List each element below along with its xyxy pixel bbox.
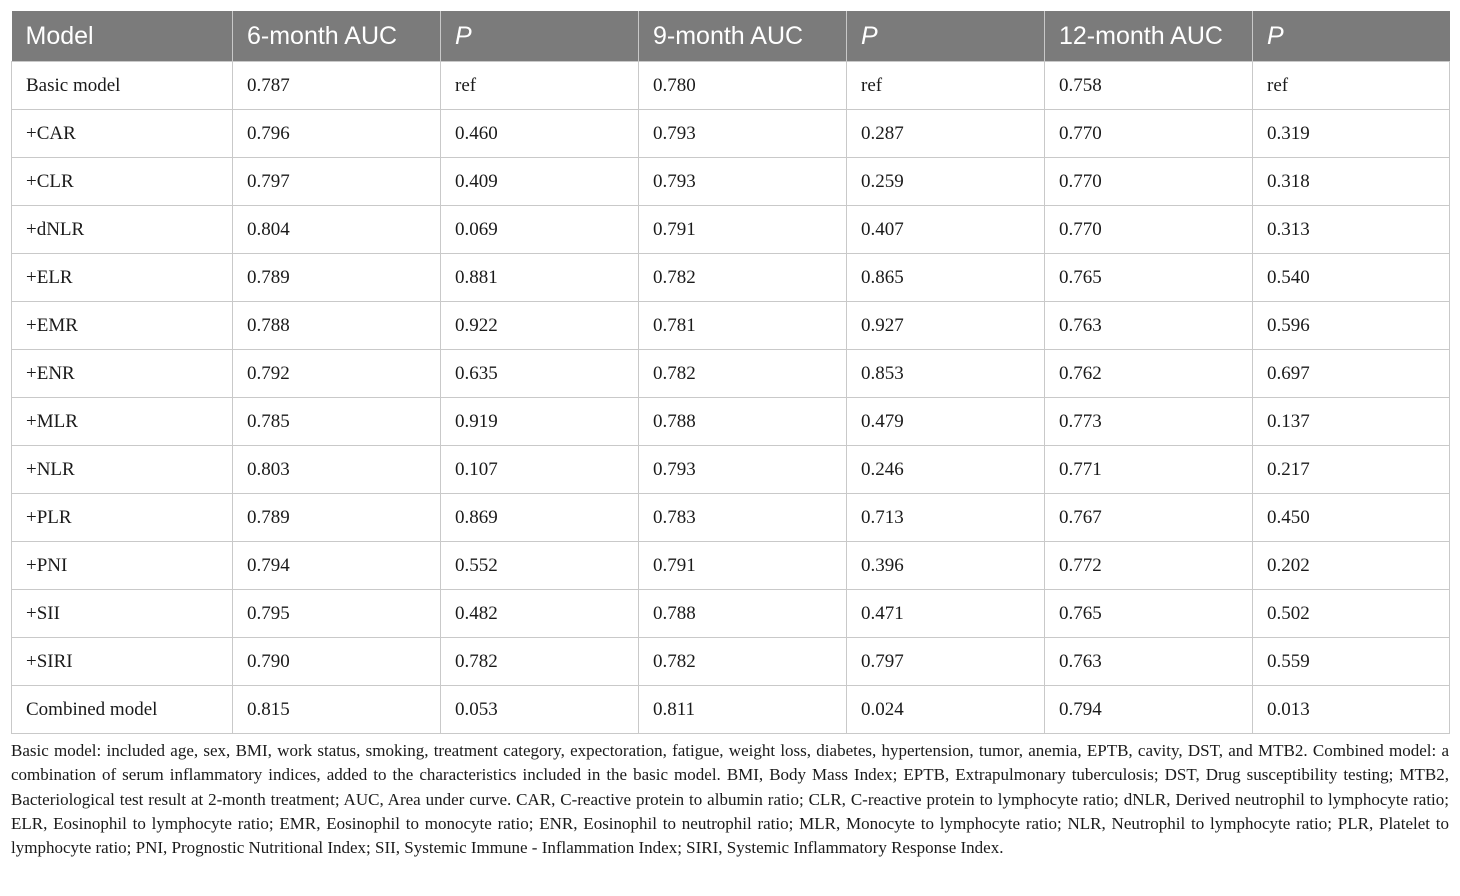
cell-auc-6-month: 0.788 <box>233 302 441 350</box>
cell-auc-6-month: 0.804 <box>233 206 441 254</box>
cell-p-9-month: ref <box>847 62 1045 110</box>
cell-auc-9-month: 0.781 <box>639 302 847 350</box>
cell-model: +ENR <box>12 350 233 398</box>
cell-auc-12-month: 0.773 <box>1045 398 1253 446</box>
cell-p-6-month: 0.053 <box>441 686 639 734</box>
table-body <box>12 62 1450 734</box>
cell-auc-9-month: 0.783 <box>639 494 847 542</box>
cell-auc-9-month: 0.791 <box>639 542 847 590</box>
cell-p-9-month: 0.927 <box>847 302 1045 350</box>
cell-auc-12-month: 0.762 <box>1045 350 1253 398</box>
cell-model: +CAR <box>12 110 233 158</box>
cell-p-6-month: ref <box>441 62 639 110</box>
cell-p-9-month: 0.259 <box>847 158 1045 206</box>
cell-model: +ELR <box>12 254 233 302</box>
cell-auc-6-month: 0.803 <box>233 446 441 494</box>
cell-p-12-month: 0.318 <box>1253 158 1450 206</box>
cell-auc-12-month: 0.763 <box>1045 638 1253 686</box>
cell-p-6-month: 0.409 <box>441 158 639 206</box>
table-row <box>12 542 1450 590</box>
table-row <box>12 494 1450 542</box>
cell-model: +dNLR <box>12 206 233 254</box>
cell-p-9-month: 0.396 <box>847 542 1045 590</box>
cell-p-12-month: 0.559 <box>1253 638 1450 686</box>
cell-auc-6-month: 0.790 <box>233 638 441 686</box>
cell-p-12-month: ref <box>1253 62 1450 110</box>
cell-model: +MLR <box>12 398 233 446</box>
cell-auc-12-month: 0.770 <box>1045 206 1253 254</box>
cell-p-6-month: 0.552 <box>441 542 639 590</box>
cell-auc-9-month: 0.791 <box>639 206 847 254</box>
table-row <box>12 110 1450 158</box>
cell-p-6-month: 0.460 <box>441 110 639 158</box>
cell-p-9-month: 0.287 <box>847 110 1045 158</box>
cell-auc-6-month: 0.787 <box>233 62 441 110</box>
cell-auc-6-month: 0.797 <box>233 158 441 206</box>
table-header <box>12 11 1450 62</box>
table-row <box>12 446 1450 494</box>
cell-p-12-month: 0.013 <box>1253 686 1450 734</box>
cell-p-9-month: 0.407 <box>847 206 1045 254</box>
table-row <box>12 350 1450 398</box>
cell-p-9-month: 0.471 <box>847 590 1045 638</box>
cell-p-6-month: 0.922 <box>441 302 639 350</box>
cell-auc-6-month: 0.795 <box>233 590 441 638</box>
cell-auc-9-month: 0.793 <box>639 158 847 206</box>
cell-auc-12-month: 0.770 <box>1045 110 1253 158</box>
table-row <box>12 254 1450 302</box>
cell-auc-12-month: 0.770 <box>1045 158 1253 206</box>
cell-p-9-month: 0.246 <box>847 446 1045 494</box>
header-model: Model <box>12 11 233 62</box>
cell-p-6-month: 0.069 <box>441 206 639 254</box>
cell-auc-12-month: 0.772 <box>1045 542 1253 590</box>
cell-p-9-month: 0.024 <box>847 686 1045 734</box>
cell-p-12-month: 0.596 <box>1253 302 1450 350</box>
cell-auc-12-month: 0.763 <box>1045 302 1253 350</box>
cell-auc-6-month: 0.785 <box>233 398 441 446</box>
cell-p-6-month: 0.635 <box>441 350 639 398</box>
cell-p-6-month: 0.107 <box>441 446 639 494</box>
cell-auc-9-month: 0.780 <box>639 62 847 110</box>
header-p-6-month: P <box>441 11 639 62</box>
cell-model: +SIRI <box>12 638 233 686</box>
cell-model: +EMR <box>12 302 233 350</box>
cell-p-6-month: 0.881 <box>441 254 639 302</box>
cell-auc-6-month: 0.815 <box>233 686 441 734</box>
header-p-9-month: P <box>847 11 1045 62</box>
cell-p-9-month: 0.797 <box>847 638 1045 686</box>
cell-model: Combined model <box>12 686 233 734</box>
cell-auc-6-month: 0.796 <box>233 110 441 158</box>
cell-p-6-month: 0.919 <box>441 398 639 446</box>
auc-comparison-table <box>11 11 1450 734</box>
cell-auc-9-month: 0.782 <box>639 350 847 398</box>
cell-p-12-month: 0.319 <box>1253 110 1450 158</box>
header-9-month-auc: 9-month AUC <box>639 11 847 62</box>
cell-p-12-month: 0.540 <box>1253 254 1450 302</box>
table-row <box>12 590 1450 638</box>
cell-auc-9-month: 0.782 <box>639 638 847 686</box>
table-footnote: Basic model: included age, sex, BMI, work status, smoking, treatment category, expectoration, fatigue, weight loss, diabetes, hypertension, tumor, anemia, EPTB, cavity, DST, and MTB2. Combined model: a combination of serum inflammatory indices, added to the characteristics included in the basic model. BMI, Body Mass Index; EPTB, Extrapulmonary tuberculosis; DST, Drug susceptibility testing; MTB2, Bacteriological test result at 2-month treatment; AUC, Area under curve. CAR, C-reactive protein to albumin ratio; CLR, C-reactive protein to lymphocyte ratio; dNLR, Derived neutrophil to lymphocyte ratio; ELR, Eosinophil to lymphocyte ratio; EMR, Eosinophil to monocyte ratio; ENR, Eosinophil to neutrophil ratio; MLR, Monocyte to lymphocyte ratio; NLR, Neutrophil to lymphocyte ratio; PLR, Platelet to lymphocyte ratio; PNI, Prognostic Nutritional Index; SII, Systemic Immune - Inflammation Index; SIRI, Systemic Inflammatory Response Index. <box>11 741 1449 858</box>
table-row <box>12 686 1450 734</box>
cell-auc-9-month: 0.782 <box>639 254 847 302</box>
cell-p-6-month: 0.482 <box>441 590 639 638</box>
cell-p-12-month: 0.450 <box>1253 494 1450 542</box>
cell-p-9-month: 0.713 <box>847 494 1045 542</box>
cell-model: Basic model <box>12 62 233 110</box>
cell-p-6-month: 0.869 <box>441 494 639 542</box>
cell-auc-6-month: 0.789 <box>233 494 441 542</box>
cell-auc-6-month: 0.794 <box>233 542 441 590</box>
header-6-month-auc: 6-month AUC <box>233 11 441 62</box>
cell-p-12-month: 0.313 <box>1253 206 1450 254</box>
table-row <box>12 158 1450 206</box>
cell-model: +PNI <box>12 542 233 590</box>
cell-p-9-month: 0.865 <box>847 254 1045 302</box>
table-row <box>12 398 1450 446</box>
cell-auc-9-month: 0.811 <box>639 686 847 734</box>
cell-auc-12-month: 0.765 <box>1045 590 1253 638</box>
cell-auc-9-month: 0.788 <box>639 398 847 446</box>
cell-auc-6-month: 0.789 <box>233 254 441 302</box>
table-row <box>12 206 1450 254</box>
cell-auc-9-month: 0.793 <box>639 110 847 158</box>
table-row <box>12 638 1450 686</box>
table-row <box>12 302 1450 350</box>
cell-model: +SII <box>12 590 233 638</box>
cell-p-12-month: 0.502 <box>1253 590 1450 638</box>
cell-p-12-month: 0.202 <box>1253 542 1450 590</box>
cell-auc-9-month: 0.788 <box>639 590 847 638</box>
header-12-month-auc: 12-month AUC <box>1045 11 1253 62</box>
header-row <box>12 11 1450 62</box>
cell-p-12-month: 0.697 <box>1253 350 1450 398</box>
cell-p-12-month: 0.217 <box>1253 446 1450 494</box>
results-table-container <box>11 11 1449 734</box>
cell-auc-6-month: 0.792 <box>233 350 441 398</box>
cell-auc-12-month: 0.758 <box>1045 62 1253 110</box>
cell-p-12-month: 0.137 <box>1253 398 1450 446</box>
cell-auc-12-month: 0.767 <box>1045 494 1253 542</box>
cell-auc-9-month: 0.793 <box>639 446 847 494</box>
cell-model: +CLR <box>12 158 233 206</box>
cell-auc-12-month: 0.765 <box>1045 254 1253 302</box>
cell-auc-12-month: 0.794 <box>1045 686 1253 734</box>
table-row <box>12 62 1450 110</box>
cell-model: +PLR <box>12 494 233 542</box>
cell-model: +NLR <box>12 446 233 494</box>
cell-p-6-month: 0.782 <box>441 638 639 686</box>
cell-p-9-month: 0.479 <box>847 398 1045 446</box>
cell-auc-12-month: 0.771 <box>1045 446 1253 494</box>
cell-p-9-month: 0.853 <box>847 350 1045 398</box>
header-p-12-month: P <box>1253 11 1450 62</box>
